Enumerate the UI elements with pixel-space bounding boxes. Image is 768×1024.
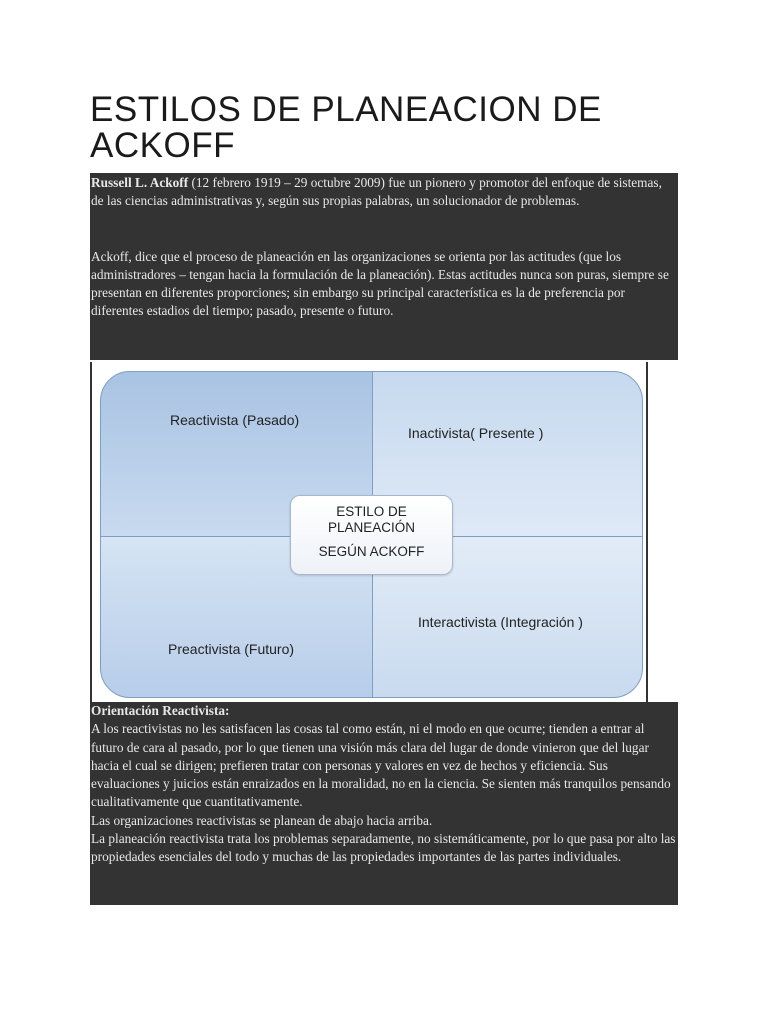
author-bio: (12 febrero 1919 – 29 octubre 2009) fue un pionero y promotor del enfoque de sistemas, de las ciencias administrativas y, según sus propias palabras, un solucionador de problemas. <box>91 175 662 209</box>
orientation-paragraph-3: La planeación reactivista trata los problemas separadamente, no sistemáticamente, por lo que pasa por alto las propiedades esenciales del todo y muchas de las propiedades importantes de las partes individuales. <box>91 831 676 865</box>
intro-paragraph <box>90 173 678 211</box>
center-line-1: ESTILO DE <box>336 504 407 519</box>
author-name: Russell L. Ackoff <box>91 175 189 190</box>
planning-paragraph: Ackoff, dice que el proceso de planeación en las organizaciones se orienta por las actitudes (que los administradores – tengan hacia la formulación de la planeación). Estas actitudes nunca son puras, siempre se presentan en diferentes proporciones; sin embargo su principal característica es la de preferencia por diferentes estadios del tiempo; pasado, presente o futuro. <box>91 248 669 319</box>
planning-styles-diagram <box>90 362 648 702</box>
label-inactivista: Inactivista( Presente ) <box>408 425 544 441</box>
page-title: ESTILOS DE PLANEACION DE ACKOFF <box>90 90 602 165</box>
center-label-box <box>290 495 453 575</box>
label-interactivista: Interactivista (Integración ) <box>418 614 583 630</box>
orientation-heading: Orientación Reactivista: <box>91 703 230 718</box>
orientation-paragraph-1: A los reactivistas no les satisfacen las cosas tal como están, ni el modo en que ocurre; tienden a entrar al futuro de cara al pasado, por lo que tienen una visión más clara del lugar de donde vinieron que del lugar hacia el cual se dirigen; prefieren tratar con personas y valores en vez de hechos y eficiencia. Sus evaluaciones y juicios están enraizados en la moralidad, no en la ciencia. Se sienten más tranquilos pensando cualitativamente que cuantitativamente. <box>91 721 671 810</box>
orientation-section <box>90 702 678 905</box>
center-line-3: SEGÚN ACKOFF <box>318 544 425 559</box>
center-line-2: PLANEACIÓN <box>327 520 416 535</box>
orientation-paragraph-2: Las organizaciones reactivistas se planean de abajo hacia arriba. <box>91 812 433 828</box>
label-reactivista: Reactivista (Pasado) <box>170 412 300 428</box>
label-preactivista: Preactivista (Futuro) <box>168 641 295 657</box>
intro-section <box>90 173 678 360</box>
